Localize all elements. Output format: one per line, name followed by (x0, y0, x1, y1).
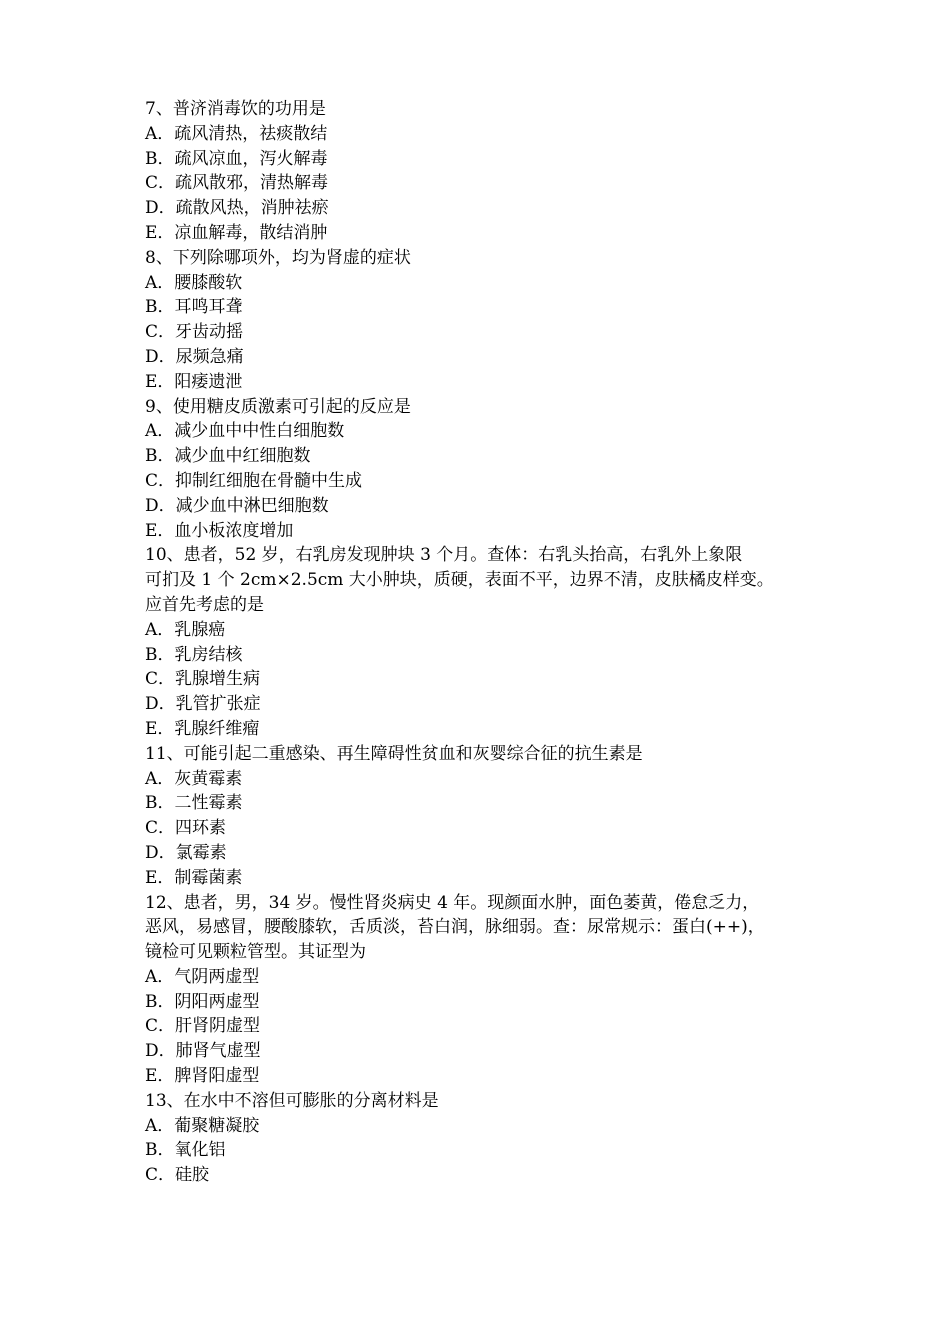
option-a: A．气阴两虚型 (145, 966, 260, 987)
option-d: D．疏散风热，消肿祛瘀 (145, 198, 329, 219)
option-a: A．腰膝酸软 (145, 272, 243, 293)
option-d: D．乳管扩张症 (145, 694, 261, 715)
option-d: D．尿频急痛 (145, 346, 244, 367)
option-a: A．减少血中中性白细胞数 (145, 421, 345, 442)
question-stem-line-2: 可扪及 1 个 2cm×2.5cm 大小肿块，质硬，表面不平，边界不清，皮肤橘皮样变。 (145, 570, 774, 591)
option-a: A．乳腺癌 (145, 619, 226, 640)
option-b: B．二性霉素 (145, 793, 243, 814)
question-stem-line-3: 应首先考虑的是 (145, 594, 264, 615)
option-b: B．耳鸣耳聋 (145, 297, 243, 318)
option-e: E．血小板浓度增加 (145, 520, 294, 541)
question-9 (145, 395, 810, 544)
question-stem-line-2: 恶风，易感冒，腰酸膝软，舌质淡，苔白润，脉细弱。查：尿常规示：蛋白(++)， (145, 917, 765, 938)
option-c: C．硅胶 (145, 1165, 210, 1186)
question-11 (145, 742, 810, 891)
question-stem: 11、可能引起二重感染、再生障碍性贫血和灰婴综合征的抗生素是 (145, 743, 643, 764)
question-stem-line-1: 10、患者，52 岁，右乳房发现肿块 3 个月。查体：右乳头抬高，右乳外上象限 (145, 545, 743, 566)
option-b: B．氧化铝 (145, 1140, 226, 1161)
option-b: B．阴阳两虚型 (145, 991, 260, 1012)
option-b: B．疏风凉血，泻火解毒 (145, 148, 328, 169)
question-7 (145, 97, 810, 246)
question-stem-line-3: 镜检可见颗粒管型。其证型为 (145, 942, 366, 963)
option-b: B．乳房结核 (145, 644, 243, 665)
question-10 (145, 543, 810, 741)
option-d: D．氯霉素 (145, 842, 227, 863)
option-c: C．疏风散邪，清热解毒 (145, 173, 329, 194)
option-c: C．抑制红细胞在骨髓中生成 (145, 470, 363, 491)
question-8 (145, 246, 810, 395)
option-d: D．肺肾气虚型 (145, 1041, 261, 1062)
question-stem: 8、下列除哪项外，均为肾虚的症状 (145, 247, 411, 268)
option-e: E．乳腺纤维瘤 (145, 718, 260, 739)
option-e: E．制霉菌素 (145, 867, 243, 888)
question-12 (145, 891, 810, 1089)
option-e: E．脾肾阳虚型 (145, 1066, 260, 1087)
option-b: B．减少血中红细胞数 (145, 446, 311, 467)
option-c: C．肝肾阴虚型 (145, 1016, 261, 1037)
question-stem-line-1: 12、患者，男，34 岁。慢性肾炎病史 4 年。现颜面水肿，面色萎黄，倦怠乏力， (145, 892, 760, 913)
option-d: D．减少血中淋巴细胞数 (145, 495, 329, 516)
option-a: A．疏风清热，祛痰散结 (145, 123, 328, 144)
option-c: C．牙齿动摇 (145, 322, 244, 343)
option-a: A．灰黄霉素 (145, 768, 243, 789)
option-a: A．葡聚糖凝胶 (145, 1115, 260, 1136)
option-e: E．凉血解毒，散结消肿 (145, 222, 328, 243)
question-stem: 13、在水中不溶但可膨胀的分离材料是 (145, 1090, 439, 1111)
question-stem: 9、使用糖皮质激素可引起的反应是 (145, 396, 411, 417)
option-c: C．四环素 (145, 818, 227, 839)
question-list (145, 97, 810, 1188)
question-13 (145, 1089, 810, 1188)
question-stem: 7、普济消毒饮的功用是 (145, 99, 326, 119)
option-e: E．阳痿遗泄 (145, 371, 243, 392)
option-c: C．乳腺增生病 (145, 669, 261, 690)
